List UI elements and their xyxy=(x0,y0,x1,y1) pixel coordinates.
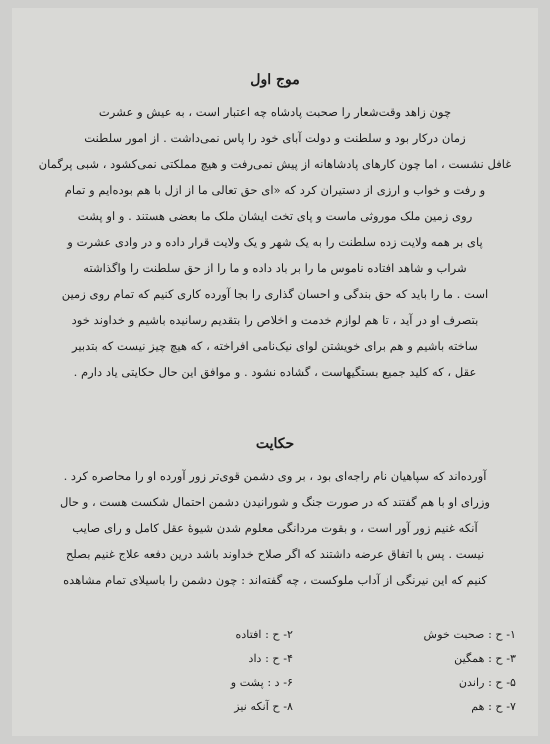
paragraph-line: روی زمین ملک موروثی ماست و پای تخت ایشان ملک ما بعضی هستند . و او پشت xyxy=(77,209,473,223)
footnote: ۶- د : پشت و xyxy=(230,676,293,689)
paragraph-line: ساخته باشیم و هم برای خویشتن لوای نیک‌نامی افراخته ، که هیچ چیز نیست که بتدبیر xyxy=(71,339,479,353)
section-title-2: حکایت xyxy=(255,436,295,452)
footnote: ۵- ح : راندن xyxy=(458,676,516,689)
footnote: ۳- ح : همگین xyxy=(454,652,516,665)
paragraph-line: آنکه غنیم زور آور است ، و بقوت مردانگی معلوم شدن شیوهٔ عقل کامل و رای صایب xyxy=(72,521,478,535)
section-title-1: موج اول xyxy=(250,72,300,88)
paragraph-line: کنیم که این نیرنگی از آداب ملوکست ، چه گفته‌اند : چون دشمن را باسیلای تمام مشاهده xyxy=(63,573,487,587)
paragraph-line: عقل ، که کلید جمیع بستگیهاست ، گشاده نشود . و موافق این حال حکایتی یاد دارم . xyxy=(73,365,477,379)
paragraph-line: غافل نشست ، اما چون کارهای پادشاهانه از پیش نمی‌رفت و هیچ مملکتی نمی‌کشود ، شبی پرگمان xyxy=(38,157,512,171)
paragraph-line: شراب و شاهد افتاده ناموس ما را بر باد داده و ما را از حق سلطنت را واگذاشته xyxy=(83,261,467,275)
paragraph-line: زمان درکار بود و سلطنت و دولت آبای خود را پاس نمی‌داشت . از امور سلطنت xyxy=(84,131,466,145)
footnote: ۲- ح : افتاده xyxy=(235,628,293,641)
paragraph-line: نیست . پس با اتفاق عرضه داشتند که اگر صلاح خداوند باشد درین دفعه علاج غنیم بصلح xyxy=(65,547,485,561)
paragraph-line: است . ما را باید که حق بندگی و احسان گذاری را بجا آورده کاری کنیم که تمام روی زمین xyxy=(61,287,489,301)
footnote: ۴- ح : داد xyxy=(248,652,293,665)
paragraph-line: بتصرف او در آید ، تا هم لوازم خدمت و اخلاص را بتقدیم رسانیده باشیم و خداوند خود xyxy=(71,313,479,327)
paragraph-line: پای بر همه‌ ولایت زده سلطنت را به یک شهر و یک ولایت قرار داده و در وادی عشرت و xyxy=(67,235,483,249)
paragraph-line: وزرای او با هم گفتند که در صورت جنگ و شورانیدن دشمن احتمال شکست هست ، و حال xyxy=(59,495,491,509)
footnote: ۷- ح : هم xyxy=(471,700,516,713)
paragraph-line: و رفت و خواب و ارزی از دستیران کرد که «ای حق تعالی ما از ازل با هم بوده‌ایم و تمام xyxy=(64,183,486,197)
footnote: ۸- ح آنکه نیز xyxy=(234,700,293,713)
footnote: ۱- ح : صحبت خوش xyxy=(423,628,516,641)
paragraph-line: آورده‌اند که سپاهیان نام راجه‌ای بود ، بر وی دشمن قوی‌تر زور آورده او را محاصره کرد . xyxy=(63,469,487,483)
paragraph-line: چون زاهد وقت‌شعار را صحبت پادشاه چه اعتبار است ، به عیش و عشرت xyxy=(98,105,452,119)
book-page xyxy=(12,8,538,736)
